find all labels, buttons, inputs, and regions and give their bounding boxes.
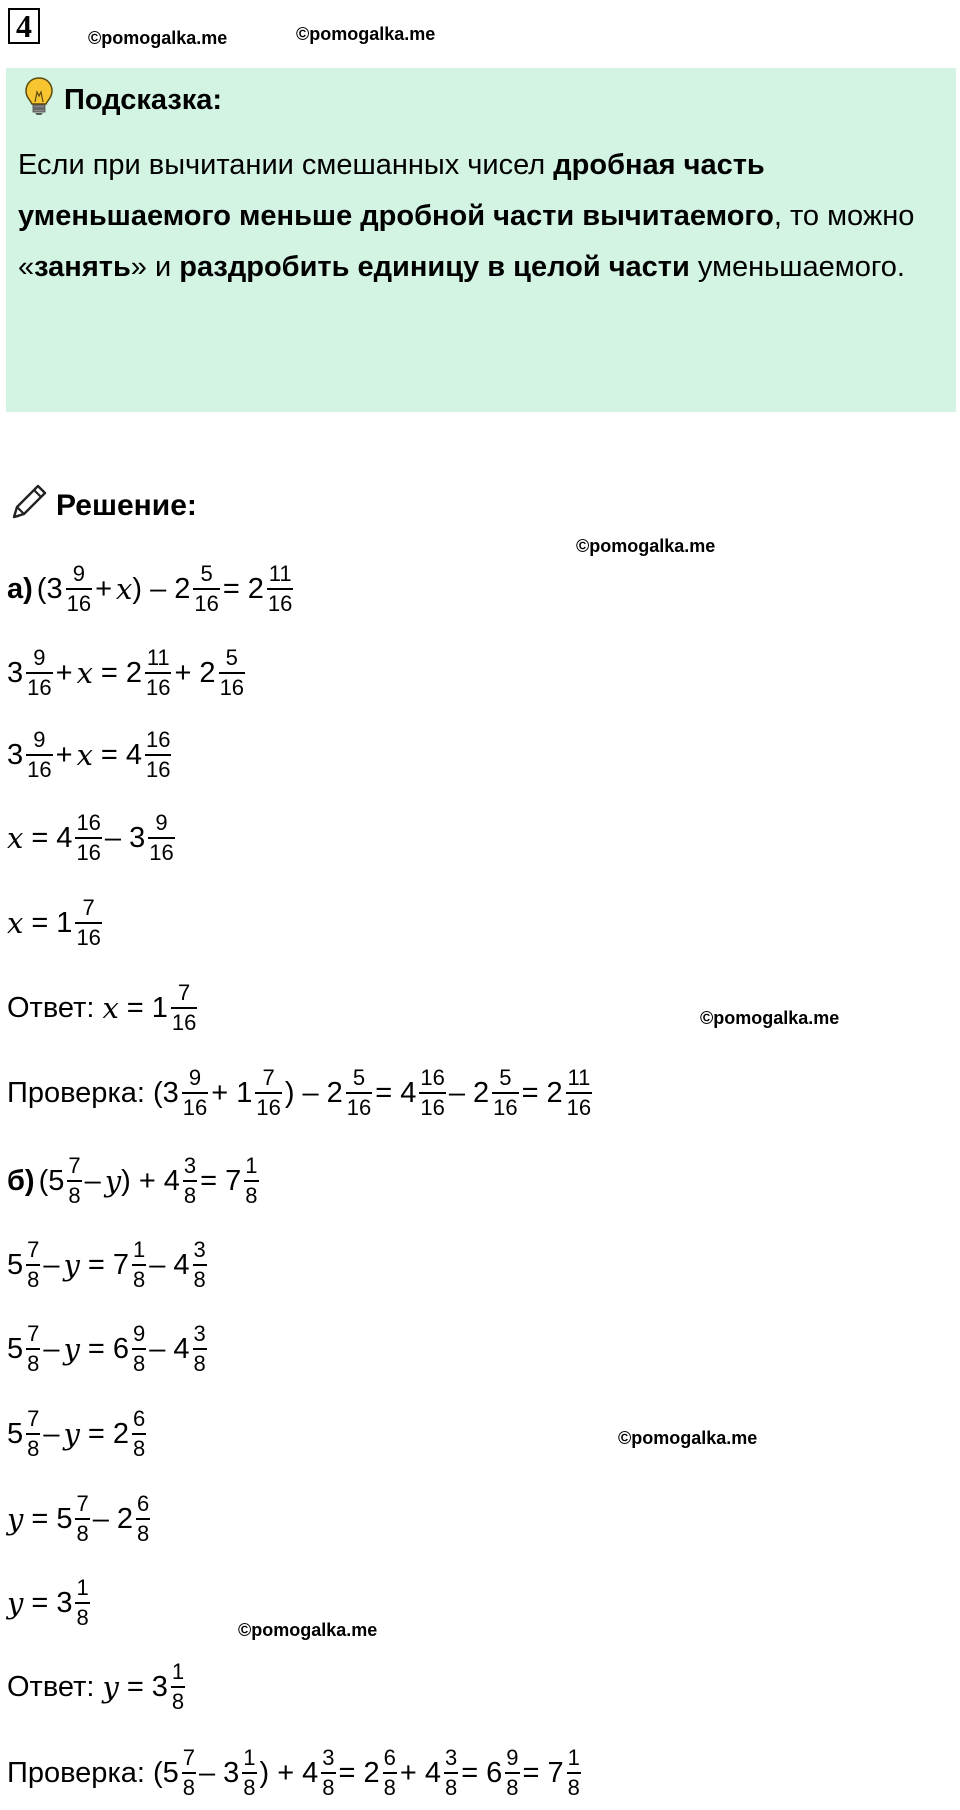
numerator: 7 (27, 1321, 40, 1347)
integer: 3 (7, 656, 24, 689)
operator: = (31, 1502, 49, 1535)
numerator: 7 (27, 1406, 40, 1432)
check-line (7, 1738, 584, 1808)
check-line (7, 1058, 595, 1128)
denominator: 8 (133, 1266, 146, 1292)
fraction (26, 728, 52, 782)
integer: 4 (173, 1248, 190, 1281)
numerator: 3 (183, 1153, 197, 1179)
operator: + (211, 1076, 229, 1109)
integer: 5 (7, 1332, 24, 1365)
fraction (566, 1066, 592, 1120)
part-a-label: а) (7, 572, 33, 605)
fraction (75, 811, 101, 865)
fraction (244, 1154, 258, 1208)
answer-line (7, 973, 200, 1043)
operator: – (199, 1756, 216, 1789)
integer: 2 (363, 1756, 380, 1789)
watermark: ©pomogalka.me (296, 24, 436, 44)
integer: 2 (199, 656, 216, 689)
equation-line (7, 888, 105, 958)
operator: = (31, 1586, 49, 1619)
denominator: 16 (346, 1094, 372, 1120)
hint-text (18, 140, 938, 293)
denominator: 16 (146, 674, 171, 700)
denominator: 8 (506, 1774, 519, 1800)
denominator: 8 (76, 1520, 89, 1546)
denominator: 8 (444, 1774, 458, 1800)
watermark: ©pomogalka.me (576, 536, 716, 556)
denominator: 16 (267, 590, 293, 616)
denominator: 16 (420, 1094, 445, 1120)
denominator: 8 (76, 1604, 89, 1630)
fraction (148, 811, 174, 865)
denominator: 8 (322, 1774, 335, 1800)
integer: 6 (112, 1332, 129, 1365)
denominator: 8 (193, 1266, 206, 1292)
variable: x (102, 990, 119, 1025)
equation-line (7, 1484, 153, 1554)
lightbulb-icon (24, 76, 54, 124)
fraction (567, 1746, 581, 1800)
fraction (145, 646, 171, 700)
variable: y (102, 1669, 119, 1704)
operator: = (31, 821, 49, 854)
integer: 2 (116, 1502, 133, 1535)
denominator: 8 (193, 1350, 206, 1376)
integer: 4 (163, 1164, 180, 1197)
denominator: 8 (133, 1435, 146, 1461)
operator: + (174, 656, 192, 689)
numerator: 7 (76, 1491, 89, 1517)
variable: x (76, 737, 93, 772)
operator: = (126, 1670, 144, 1703)
numerator: 7 (182, 1745, 196, 1771)
fraction (505, 1746, 519, 1800)
operator: = (522, 1756, 540, 1789)
variable: y (7, 1585, 24, 1620)
fraction (66, 562, 92, 616)
fraction (67, 1154, 81, 1208)
numerator: 7 (68, 1153, 81, 1179)
integer: 3 (129, 821, 146, 854)
fraction (75, 1492, 89, 1546)
denominator: 16 (194, 590, 219, 616)
integer: 3 (7, 738, 24, 771)
fraction (321, 1746, 335, 1800)
denominator: 8 (137, 1520, 150, 1546)
answer-label: Ответ: (7, 991, 95, 1024)
integer: 5 (56, 1502, 73, 1535)
denominator: 8 (243, 1774, 256, 1800)
denominator: 8 (27, 1435, 40, 1461)
numerator: 5 (225, 645, 238, 671)
denominator: 16 (149, 839, 174, 865)
integer: 1 (236, 1076, 253, 1109)
watermark: ©pomogalka.me (88, 28, 228, 48)
fraction (145, 728, 171, 782)
operator: + (138, 1164, 156, 1197)
equation-line (7, 1230, 210, 1300)
numerator: 16 (146, 727, 171, 753)
hint-box (6, 68, 956, 412)
fraction (346, 1066, 372, 1120)
fraction (183, 1154, 197, 1208)
numerator: 1 (567, 1745, 580, 1771)
operator: – (43, 1417, 60, 1450)
denominator: 16 (566, 1094, 592, 1120)
numerator: 9 (155, 810, 168, 836)
operator: = (31, 906, 49, 939)
check-label: Проверка: (7, 1076, 145, 1109)
operator: = (100, 656, 118, 689)
paren: ( (36, 572, 47, 605)
integer: 7 (225, 1164, 242, 1197)
operator: = (87, 1332, 105, 1365)
operator: – (92, 1502, 109, 1535)
paren: ) (121, 1164, 131, 1197)
numerator: 7 (262, 1065, 275, 1091)
fraction (444, 1746, 458, 1800)
fraction (267, 562, 293, 616)
integer: 7 (112, 1248, 129, 1281)
fraction (419, 1066, 445, 1120)
operator: = (200, 1164, 218, 1197)
hint-text-part: , то можно « (18, 200, 915, 283)
numerator: 16 (420, 1065, 445, 1091)
numerator: 6 (137, 1491, 150, 1517)
operator: – (149, 1332, 166, 1365)
operator: – (448, 1076, 465, 1109)
denominator: 8 (245, 1182, 258, 1208)
hint-heading (24, 80, 222, 120)
solution-heading (8, 482, 197, 530)
numerator: 1 (76, 1575, 89, 1601)
equation-line (7, 1399, 149, 1469)
integer: 6 (486, 1756, 503, 1789)
denominator: 8 (183, 1182, 197, 1208)
denominator: 16 (493, 1094, 518, 1120)
denominator: 16 (171, 1009, 197, 1035)
operator: = (338, 1756, 356, 1789)
fraction (242, 1746, 256, 1800)
variable: y (7, 1501, 24, 1536)
operator: + (95, 572, 113, 605)
paren: ( (38, 1164, 49, 1197)
numerator: 3 (193, 1321, 206, 1347)
integer: 2 (112, 1417, 129, 1450)
operator: + (399, 1756, 417, 1789)
operator: – (150, 572, 167, 605)
watermark: ©pomogalka.me (700, 1008, 840, 1028)
operator: = (126, 991, 144, 1024)
variable: x (76, 655, 93, 690)
fraction (219, 646, 245, 700)
operator: = (87, 1248, 105, 1281)
equation-line (7, 720, 174, 790)
integer: 1 (151, 991, 168, 1024)
fraction (75, 1576, 89, 1630)
fraction (26, 1407, 40, 1461)
fraction (132, 1407, 146, 1461)
numerator: 11 (567, 1065, 591, 1091)
equation-line (7, 638, 248, 708)
variable: y (63, 1331, 80, 1366)
operator: = (461, 1756, 479, 1789)
integer: 4 (173, 1332, 190, 1365)
answer-label: Ответ: (7, 1670, 95, 1703)
denominator: 8 (68, 1182, 81, 1208)
operator: = (100, 738, 118, 771)
numerator: 11 (146, 645, 170, 671)
integer: 7 (547, 1756, 564, 1789)
fraction (132, 1238, 146, 1292)
solution-title: Решение: (56, 489, 197, 522)
numerator: 9 (33, 645, 46, 671)
denominator: 8 (133, 1350, 146, 1376)
variable: y (63, 1416, 80, 1451)
numerator: 3 (322, 1745, 335, 1771)
integer: 5 (7, 1417, 24, 1450)
hint-text-bold: дробная часть уменьшаемого меньше дробной части вычитаемого (18, 149, 774, 232)
integer: 3 (162, 1076, 179, 1109)
denominator: 16 (66, 590, 92, 616)
hint-text-part: » и (130, 251, 180, 283)
denominator: 16 (256, 1094, 281, 1120)
fraction (26, 646, 52, 700)
denominator: 16 (182, 1094, 208, 1120)
numerator: 5 (200, 561, 213, 587)
hint-text-part: уменьшаемого. (689, 251, 905, 283)
numerator: 9 (72, 561, 85, 587)
numerator: 9 (33, 727, 46, 753)
operator: = (375, 1076, 393, 1109)
denominator: 8 (182, 1774, 196, 1800)
equation-line (7, 1146, 262, 1216)
numerator: 16 (76, 810, 101, 836)
fraction (75, 896, 101, 950)
fraction (171, 1660, 185, 1714)
paren: ) (132, 572, 143, 605)
numerator: 9 (506, 1745, 519, 1771)
numerator: 6 (133, 1406, 146, 1432)
watermark: ©pomogalka.me (238, 1620, 378, 1640)
operator: + (55, 656, 73, 689)
numerator: 3 (444, 1745, 458, 1771)
variable: y (63, 1247, 80, 1282)
equation-line (7, 554, 296, 624)
equation-line (7, 803, 178, 873)
numerator: 11 (268, 561, 292, 587)
denominator: 8 (383, 1774, 396, 1800)
task-number: 4 (8, 8, 40, 44)
integer: 5 (162, 1756, 179, 1789)
numerator: 1 (243, 1745, 256, 1771)
numerator: 9 (188, 1065, 202, 1091)
fraction (26, 1238, 40, 1292)
integer: 2 (247, 572, 264, 605)
denominator: 8 (567, 1774, 580, 1800)
integer: 4 (125, 738, 142, 771)
check-label: Проверка: (7, 1756, 145, 1789)
integer: 4 (424, 1756, 441, 1789)
numerator: 6 (383, 1745, 396, 1771)
numerator: 3 (193, 1237, 206, 1263)
denominator: 8 (171, 1688, 185, 1714)
fraction (26, 1322, 40, 1376)
hint-title: Подсказка: (64, 83, 223, 116)
operator: – (302, 1076, 319, 1109)
fraction (136, 1492, 150, 1546)
denominator: 8 (27, 1266, 40, 1292)
numerator: 7 (82, 895, 95, 921)
operator: + (55, 738, 73, 771)
denominator: 16 (76, 839, 101, 865)
paren: ( (152, 1756, 163, 1789)
integer: 2 (125, 656, 142, 689)
integer: 5 (48, 1164, 65, 1197)
denominator: 16 (76, 924, 101, 950)
hint-text-bold: занять (34, 251, 131, 283)
integer: 3 (46, 572, 63, 605)
numerator: 7 (177, 980, 191, 1006)
fraction (182, 1746, 196, 1800)
integer: 4 (56, 821, 73, 854)
fraction (193, 562, 219, 616)
numerator: 1 (171, 1659, 185, 1685)
operator: – (43, 1248, 60, 1281)
numerator: 9 (133, 1321, 146, 1347)
denominator: 16 (219, 674, 245, 700)
operator: = (521, 1076, 539, 1109)
fraction (383, 1746, 397, 1800)
integer: 5 (7, 1248, 24, 1281)
fraction (182, 1066, 208, 1120)
paren: ) (284, 1076, 295, 1109)
integer: 1 (56, 906, 73, 939)
operator: – (43, 1332, 60, 1365)
operator: = (222, 572, 240, 605)
fraction (193, 1322, 207, 1376)
variable: x (7, 905, 24, 940)
variable: x (7, 820, 24, 855)
denominator: 16 (27, 674, 52, 700)
fraction (255, 1066, 281, 1120)
watermark: ©pomogalka.me (618, 1428, 758, 1448)
integer: 2 (174, 572, 191, 605)
denominator: 16 (146, 756, 171, 782)
numerator: 1 (245, 1153, 258, 1179)
operator: + (277, 1756, 295, 1789)
fraction (171, 981, 197, 1035)
variable: y (104, 1163, 122, 1198)
numerator: 5 (499, 1065, 512, 1091)
integer: 3 (223, 1756, 240, 1789)
operator: – (84, 1164, 101, 1197)
integer: 3 (151, 1670, 168, 1703)
operator: – (104, 821, 122, 854)
integer: 2 (326, 1076, 343, 1109)
operator: = (87, 1417, 105, 1450)
numerator: 5 (352, 1065, 366, 1091)
numerator: 7 (27, 1237, 40, 1263)
integer: 2 (472, 1076, 490, 1109)
equation-line (7, 1314, 210, 1384)
paren: ( (152, 1076, 163, 1109)
numerator: 1 (133, 1237, 146, 1263)
denominator: 16 (27, 756, 52, 782)
equation-line (7, 1568, 93, 1638)
hint-text-part: Если при вычитании смешанных чисел (18, 149, 554, 181)
integer: 2 (546, 1076, 563, 1109)
operator: – (149, 1248, 166, 1281)
hint-text-bold: раздробить единицу в целой части (179, 251, 690, 283)
integer: 4 (302, 1756, 319, 1789)
answer-line (7, 1652, 188, 1722)
fraction (492, 1066, 518, 1120)
pencil-icon (8, 481, 50, 531)
variable: x (116, 571, 133, 606)
integer: 4 (400, 1076, 417, 1109)
fraction (132, 1322, 146, 1376)
fraction (193, 1238, 207, 1292)
part-b-label: б) (7, 1164, 35, 1197)
integer: 3 (56, 1586, 73, 1619)
denominator: 8 (27, 1350, 40, 1376)
paren: ) (259, 1756, 270, 1789)
